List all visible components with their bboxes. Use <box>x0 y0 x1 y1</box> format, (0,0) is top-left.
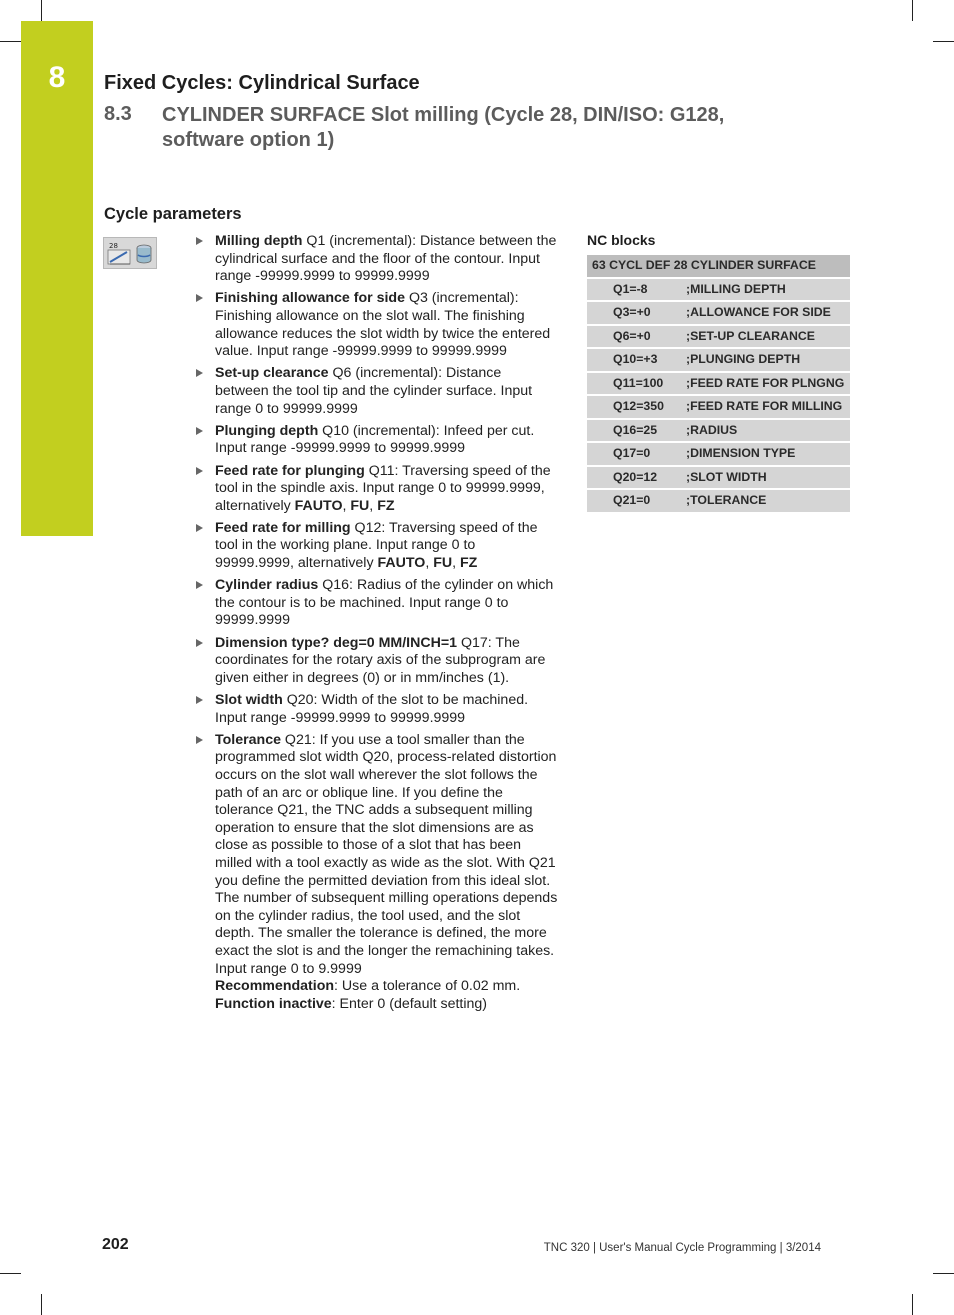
param-name: Feed rate for plunging <box>215 462 365 479</box>
param-cell: Q20=12 <box>587 466 686 490</box>
crop-mark <box>933 41 954 42</box>
crop-mark <box>41 0 42 21</box>
table-row <box>587 301 850 325</box>
crop-mark <box>912 0 913 21</box>
table-row <box>587 348 850 372</box>
section-title: CYLINDER SURFACE Slot milling (Cycle 28, DIN/ISO: G128, software option 1) <box>162 104 725 151</box>
param-text: Q17: The coordinates for the rotary axis of the subprogram are given either in degrees (0) or in mm/inches (1). <box>215 634 546 686</box>
param-cell: Q12=350 <box>587 395 686 419</box>
comment-cell: ;PLUNGING DEPTH <box>686 348 850 372</box>
list-item <box>196 233 558 286</box>
table-row <box>587 489 850 513</box>
comment-cell: ;SET-UP CLEARANCE <box>686 325 850 349</box>
table-row <box>587 419 850 443</box>
separator: , <box>452 555 461 572</box>
separator: , <box>425 555 434 572</box>
list-item <box>196 732 558 1014</box>
param-cell: Q10=+3 <box>587 348 686 372</box>
cycle-28-icon <box>103 237 157 269</box>
crop-mark <box>0 41 21 42</box>
param-cell: Q16=25 <box>587 419 686 443</box>
keyword: FAUTO <box>294 497 343 514</box>
param-text: Q1 (incremental): Distance between the cylindrical surface and the floor of the contour. Input range -99999.9999 to 99999.9999 <box>215 233 557 285</box>
crop-mark <box>41 1294 42 1315</box>
chapter-title: Fixed Cycles: Cylindrical Surface <box>104 72 420 94</box>
comment-cell: ;RADIUS <box>686 419 850 443</box>
page-number: 202 <box>102 1236 129 1253</box>
comment-cell: ;FEED RATE FOR PLNGNG <box>686 372 850 396</box>
section-number: 8.3 <box>104 103 132 125</box>
list-item <box>196 290 558 360</box>
table-row <box>587 395 850 419</box>
param-text: Q10 (incremental): Infeed per cut. Input range -99999.9999 to 99999.9999 <box>215 422 535 457</box>
footer-text: TNC 320 | User's Manual Cycle Programming | 3/2014 <box>543 1242 821 1254</box>
param-text: Q20: Width of the slot to be machined. Input range -99999.9999 to 99999.9999 <box>215 692 529 726</box>
comment-cell: ;MILLING DEPTH <box>686 278 850 302</box>
param-cell: Q11=100 <box>587 372 686 396</box>
list-item <box>196 692 558 727</box>
param-cell: Q1=-8 <box>587 278 686 302</box>
param-cell: Q17=0 <box>587 442 686 466</box>
table-header-cell: 63 CYCL DEF 28 CYLINDER SURFACE <box>587 255 850 278</box>
list-item <box>196 463 558 516</box>
bullet-arrow-icon <box>196 696 203 704</box>
bullet-arrow-icon <box>196 294 203 302</box>
param-text: Q11: Traversing speed of the tool in the spindle axis. Input range 0 to 99999.9999, alternatively <box>215 462 551 514</box>
param-cell: Q21=0 <box>587 489 686 513</box>
function-inactive-label: Function inactive <box>215 995 332 1012</box>
param-text: Q6 (incremental): Distance between the tool tip and the cylinder surface. Input range 0 to 99999.9999 <box>215 365 533 417</box>
table-row <box>587 442 850 466</box>
keyword: FAUTO <box>377 555 426 572</box>
param-name: Slot width <box>215 692 283 708</box>
param-name: Plunging depth <box>215 422 319 439</box>
comment-cell: ;ALLOWANCE FOR SIDE <box>686 301 850 325</box>
list-item <box>196 520 558 573</box>
parameter-list <box>196 233 558 1018</box>
recommendation-text: : Use a tolerance of 0.02 mm. <box>334 978 521 995</box>
bullet-arrow-icon <box>196 581 203 589</box>
chapter-number: 8 <box>48 61 66 94</box>
nc-blocks-table <box>587 255 850 514</box>
param-name: Milling depth <box>215 233 303 249</box>
bullet-arrow-icon <box>196 369 203 377</box>
param-name: Finishing allowance for side <box>215 290 405 307</box>
separator: , <box>369 497 378 514</box>
keyword: FZ <box>377 497 395 514</box>
crop-mark <box>0 1273 21 1274</box>
param-name: Tolerance <box>215 731 281 748</box>
bullet-arrow-icon <box>196 427 203 435</box>
param-name: Set-up clearance <box>215 365 329 382</box>
bullet-arrow-icon <box>196 467 203 475</box>
recommendation-label: Recommendation <box>215 978 335 995</box>
param-name: Feed rate for milling <box>215 519 351 536</box>
function-inactive-text: : Enter 0 (default setting) <box>331 995 488 1012</box>
list-item <box>196 577 558 630</box>
bullet-arrow-icon <box>196 524 203 532</box>
param-name: Cylinder radius <box>215 577 319 594</box>
comment-cell: ;DIMENSION TYPE <box>686 442 850 466</box>
param-text: Q3 (incremental): Finishing allowance on the slot wall. The finishing allowance reduces the slot width by twice the entered value. Input range -99999.9999 to 99999.9999 <box>215 290 551 360</box>
chapter-tab <box>21 21 93 536</box>
comment-cell: ;TOLERANCE <box>686 489 850 513</box>
keyword: FZ <box>460 555 478 572</box>
table-header-row <box>587 255 850 278</box>
table-row <box>587 466 850 490</box>
comment-cell: ;FEED RATE FOR MILLING <box>686 395 850 419</box>
table-row <box>587 372 850 396</box>
bullet-arrow-icon <box>196 736 203 744</box>
keyword: FU <box>433 555 453 572</box>
param-cell: Q3=+0 <box>587 301 686 325</box>
param-text: Q21: If you use a tool smaller than the programmed slot width Q20, process-related distortion occurs on the slot wall wherever the slot follows the path of an arc or oblique line. If you define the tolerance Q21, the TNC adds a subsequent milling operation to ensure that the slot dimensions are as close as possible to those of a slot that has been milled with a tool exactly as wide as the slot. With Q21 you define the permitted deviation from this ideal slot. The number of subsequent milling operations depends on the cylinder radius, the tool used, and the slot depth. The smaller the tolerance is defined, the more exact the slot is and the longer the remachining takes. Input range 0 to 9.9999 <box>215 731 558 977</box>
bullet-arrow-icon <box>196 639 203 647</box>
crop-mark <box>933 1273 954 1274</box>
list-item <box>196 423 558 458</box>
param-text: Q12: Traversing speed of the tool in the working plane. Input range 0 to 99999.9999, alternatively <box>215 519 538 572</box>
crop-mark <box>912 1294 913 1315</box>
comment-cell: ;SLOT WIDTH <box>686 466 850 490</box>
list-item <box>196 365 558 418</box>
table-row <box>587 325 850 349</box>
list-item <box>196 635 558 688</box>
bullet-arrow-icon <box>196 237 203 245</box>
separator: , <box>342 497 351 514</box>
nc-blocks-title: NC blocks <box>587 232 656 248</box>
keyword: FU <box>350 497 370 514</box>
table-row <box>587 278 850 302</box>
cycle-icon-label: 28 <box>109 242 118 250</box>
param-text: Q16: Radius of the cylinder on which the contour is to be machined. Input range 0 to 99999.9999 <box>215 577 554 629</box>
param-name: Dimension type? deg=0 MM/INCH=1 <box>215 634 458 651</box>
cycle-parameters-heading: Cycle parameters <box>104 205 242 223</box>
param-cell: Q6=+0 <box>587 325 686 349</box>
